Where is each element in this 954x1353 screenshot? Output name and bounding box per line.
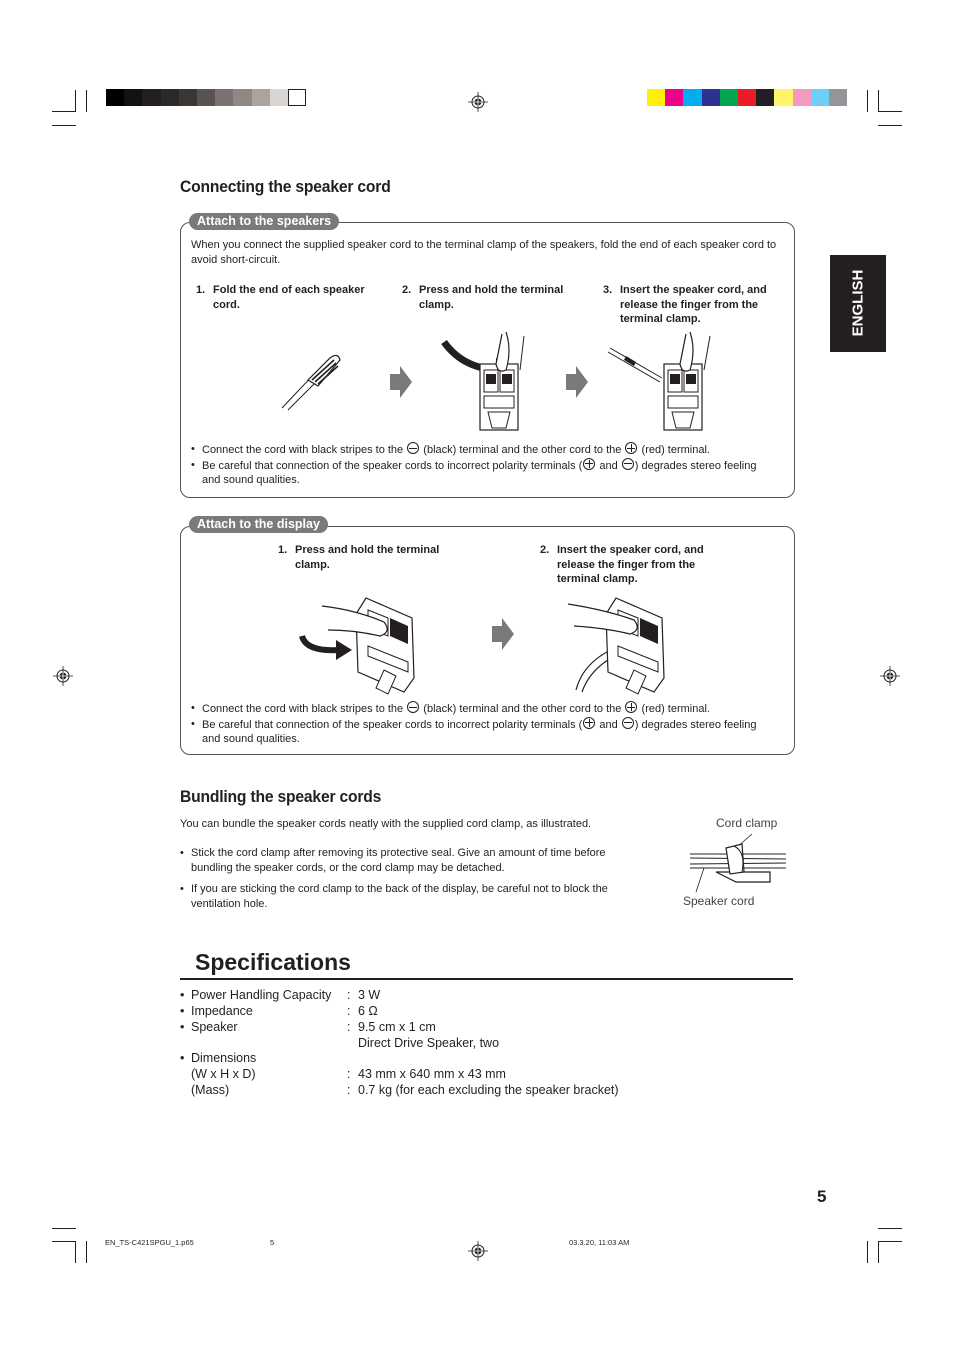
spec-label: Dimensions <box>191 1051 257 1065</box>
gray-swatch <box>124 89 142 106</box>
spec-label: Impedance <box>191 1004 253 1018</box>
minus-terminal-icon <box>407 442 419 454</box>
speakers-panel-label: Attach to the speakers <box>189 213 339 230</box>
gray-swatch <box>288 89 306 106</box>
plus-terminal-icon <box>625 442 637 454</box>
language-tab-label: ENGLISH <box>849 269 867 337</box>
registration-mark-top-icon <box>468 92 488 112</box>
spec-row <box>180 1019 780 1035</box>
color-swatch <box>720 89 738 106</box>
color-swatch <box>647 89 665 106</box>
spec-separator: : <box>347 1067 351 1081</box>
spec-value: 9.5 cm x 1 cm <box>358 1020 436 1034</box>
spec-separator: : <box>347 988 351 1002</box>
display-insert-illustration <box>566 592 670 696</box>
gray-swatch <box>179 89 197 106</box>
bundling-bullet-1: • Stick the cord clamp after removing its protective seal. Give an amount of time before bundling the speaker cords, or the cord clamp may be detached. <box>180 846 640 875</box>
specifications-title: Specifications <box>195 949 351 975</box>
color-swatch <box>702 89 720 106</box>
spec-row <box>180 987 780 1003</box>
gray-swatch <box>142 89 160 106</box>
spec-row <box>180 1003 780 1019</box>
spec-separator: : <box>347 1004 351 1018</box>
bundling-intro: You can bundle the speaker cords neatly with the supplied cord clamp, as illustrated. <box>180 818 592 830</box>
footer-page: 5 <box>270 1238 275 1247</box>
spec-label: (W x H x D) <box>191 1067 256 1081</box>
speakers-notes <box>191 442 771 488</box>
gray-swatch <box>252 89 270 106</box>
bundling-bullets <box>180 846 640 911</box>
page-number: 5 <box>817 1187 827 1206</box>
speakers-note-2: • Be careful that connection of the speaker cords to incorrect polarity terminals ( and ) degrades stereo feeling and sound qualities. <box>191 458 771 488</box>
step-arrow-icon <box>492 618 514 650</box>
specifications-rule <box>180 978 793 980</box>
section-title-bundling: Bundling the speaker cords <box>180 787 382 806</box>
footer-date: 03.3.20, 11:03 AM <box>569 1238 630 1247</box>
bundling-bullet-2: • If you are sticking the cord clamp to the back of the display, be careful not to block the ventilation hole. <box>180 882 640 911</box>
speaker-cord-label: Speaker cord <box>683 894 755 908</box>
color-swatch <box>774 89 792 106</box>
footer-file: EN_TS-C421SPGU_1.p65 <box>105 1238 194 1247</box>
color-swatch <box>665 89 683 106</box>
plus-terminal-icon <box>583 717 595 729</box>
color-swatch <box>793 89 811 106</box>
gray-swatch <box>215 89 233 106</box>
section-title-connecting: Connecting the speaker cord <box>180 177 391 196</box>
gray-swatch <box>197 89 215 106</box>
spec-separator: : <box>347 1083 351 1097</box>
plus-terminal-icon <box>583 458 595 470</box>
display-note-1: • Connect the cord with black stripes to the (black) terminal and the other cord to the (red) terminal. <box>191 701 771 717</box>
spec-value: 0.7 kg (for each excluding the speaker bracket) <box>358 1083 619 1097</box>
spec-row <box>180 1035 780 1051</box>
color-swatch <box>811 89 829 106</box>
spec-bullet: • <box>180 1004 185 1018</box>
gray-swatch <box>233 89 251 106</box>
registration-mark-left-icon <box>53 666 73 686</box>
minus-terminal-icon <box>622 717 634 729</box>
registration-mark-bottom-icon <box>468 1241 488 1261</box>
spec-separator: : <box>347 1020 351 1034</box>
press-terminal-illustration <box>440 330 535 432</box>
plus-terminal-icon <box>625 701 637 713</box>
step-arrow-icon <box>566 366 588 398</box>
cord-clamp-label: Cord clamp <box>716 816 778 830</box>
spec-value: 3 W <box>358 988 381 1002</box>
color-swatch <box>756 89 774 106</box>
spec-label: Power Handling Capacity <box>191 988 332 1002</box>
minus-terminal-icon <box>407 701 419 713</box>
registration-mark-right-icon <box>880 666 900 686</box>
step-arrow-icon <box>390 366 412 398</box>
spec-label: Speaker <box>191 1020 238 1034</box>
display-note-2: • Be careful that connection of the speaker cords to incorrect polarity terminals ( and ) degrades stereo feeling and sound qualities. <box>191 717 771 747</box>
spec-bullet: • <box>180 988 185 1002</box>
display-panel-label: Attach to the display <box>189 516 328 533</box>
minus-terminal-icon <box>622 458 634 470</box>
spec-value: 6 Ω <box>358 1004 378 1018</box>
spec-value: Direct Drive Speaker, two <box>358 1036 500 1050</box>
spec-value: 43 mm x 640 mm x 43 mm <box>358 1067 506 1081</box>
gray-swatch <box>106 89 124 106</box>
folded-cord-illustration <box>278 350 348 412</box>
language-tab <box>830 255 886 352</box>
spec-bullet: • <box>180 1051 185 1065</box>
display-notes <box>191 701 771 747</box>
insert-cord-illustration <box>606 330 716 432</box>
spec-row <box>180 1050 780 1066</box>
speakers-note-1: • Connect the cord with black stripes to the (black) terminal and the other cord to the (red) terminal. <box>191 442 771 458</box>
gray-swatch <box>270 89 288 106</box>
spec-row <box>180 1066 780 1082</box>
gray-swatch <box>161 89 179 106</box>
spec-row <box>180 1082 780 1098</box>
display-press-illustration <box>296 592 422 696</box>
color-swatch <box>738 89 756 106</box>
cord-clamp-illustration <box>686 832 790 894</box>
spec-bullet: • <box>180 1020 185 1034</box>
spec-label: (Mass) <box>191 1083 230 1097</box>
color-swatch <box>829 89 847 106</box>
speakers-intro: When you connect the supplied speaker cord to the terminal clamp of the speakers, fold the end of each speaker cord to avoid short-circuit. <box>191 239 777 266</box>
color-swatch <box>683 89 701 106</box>
